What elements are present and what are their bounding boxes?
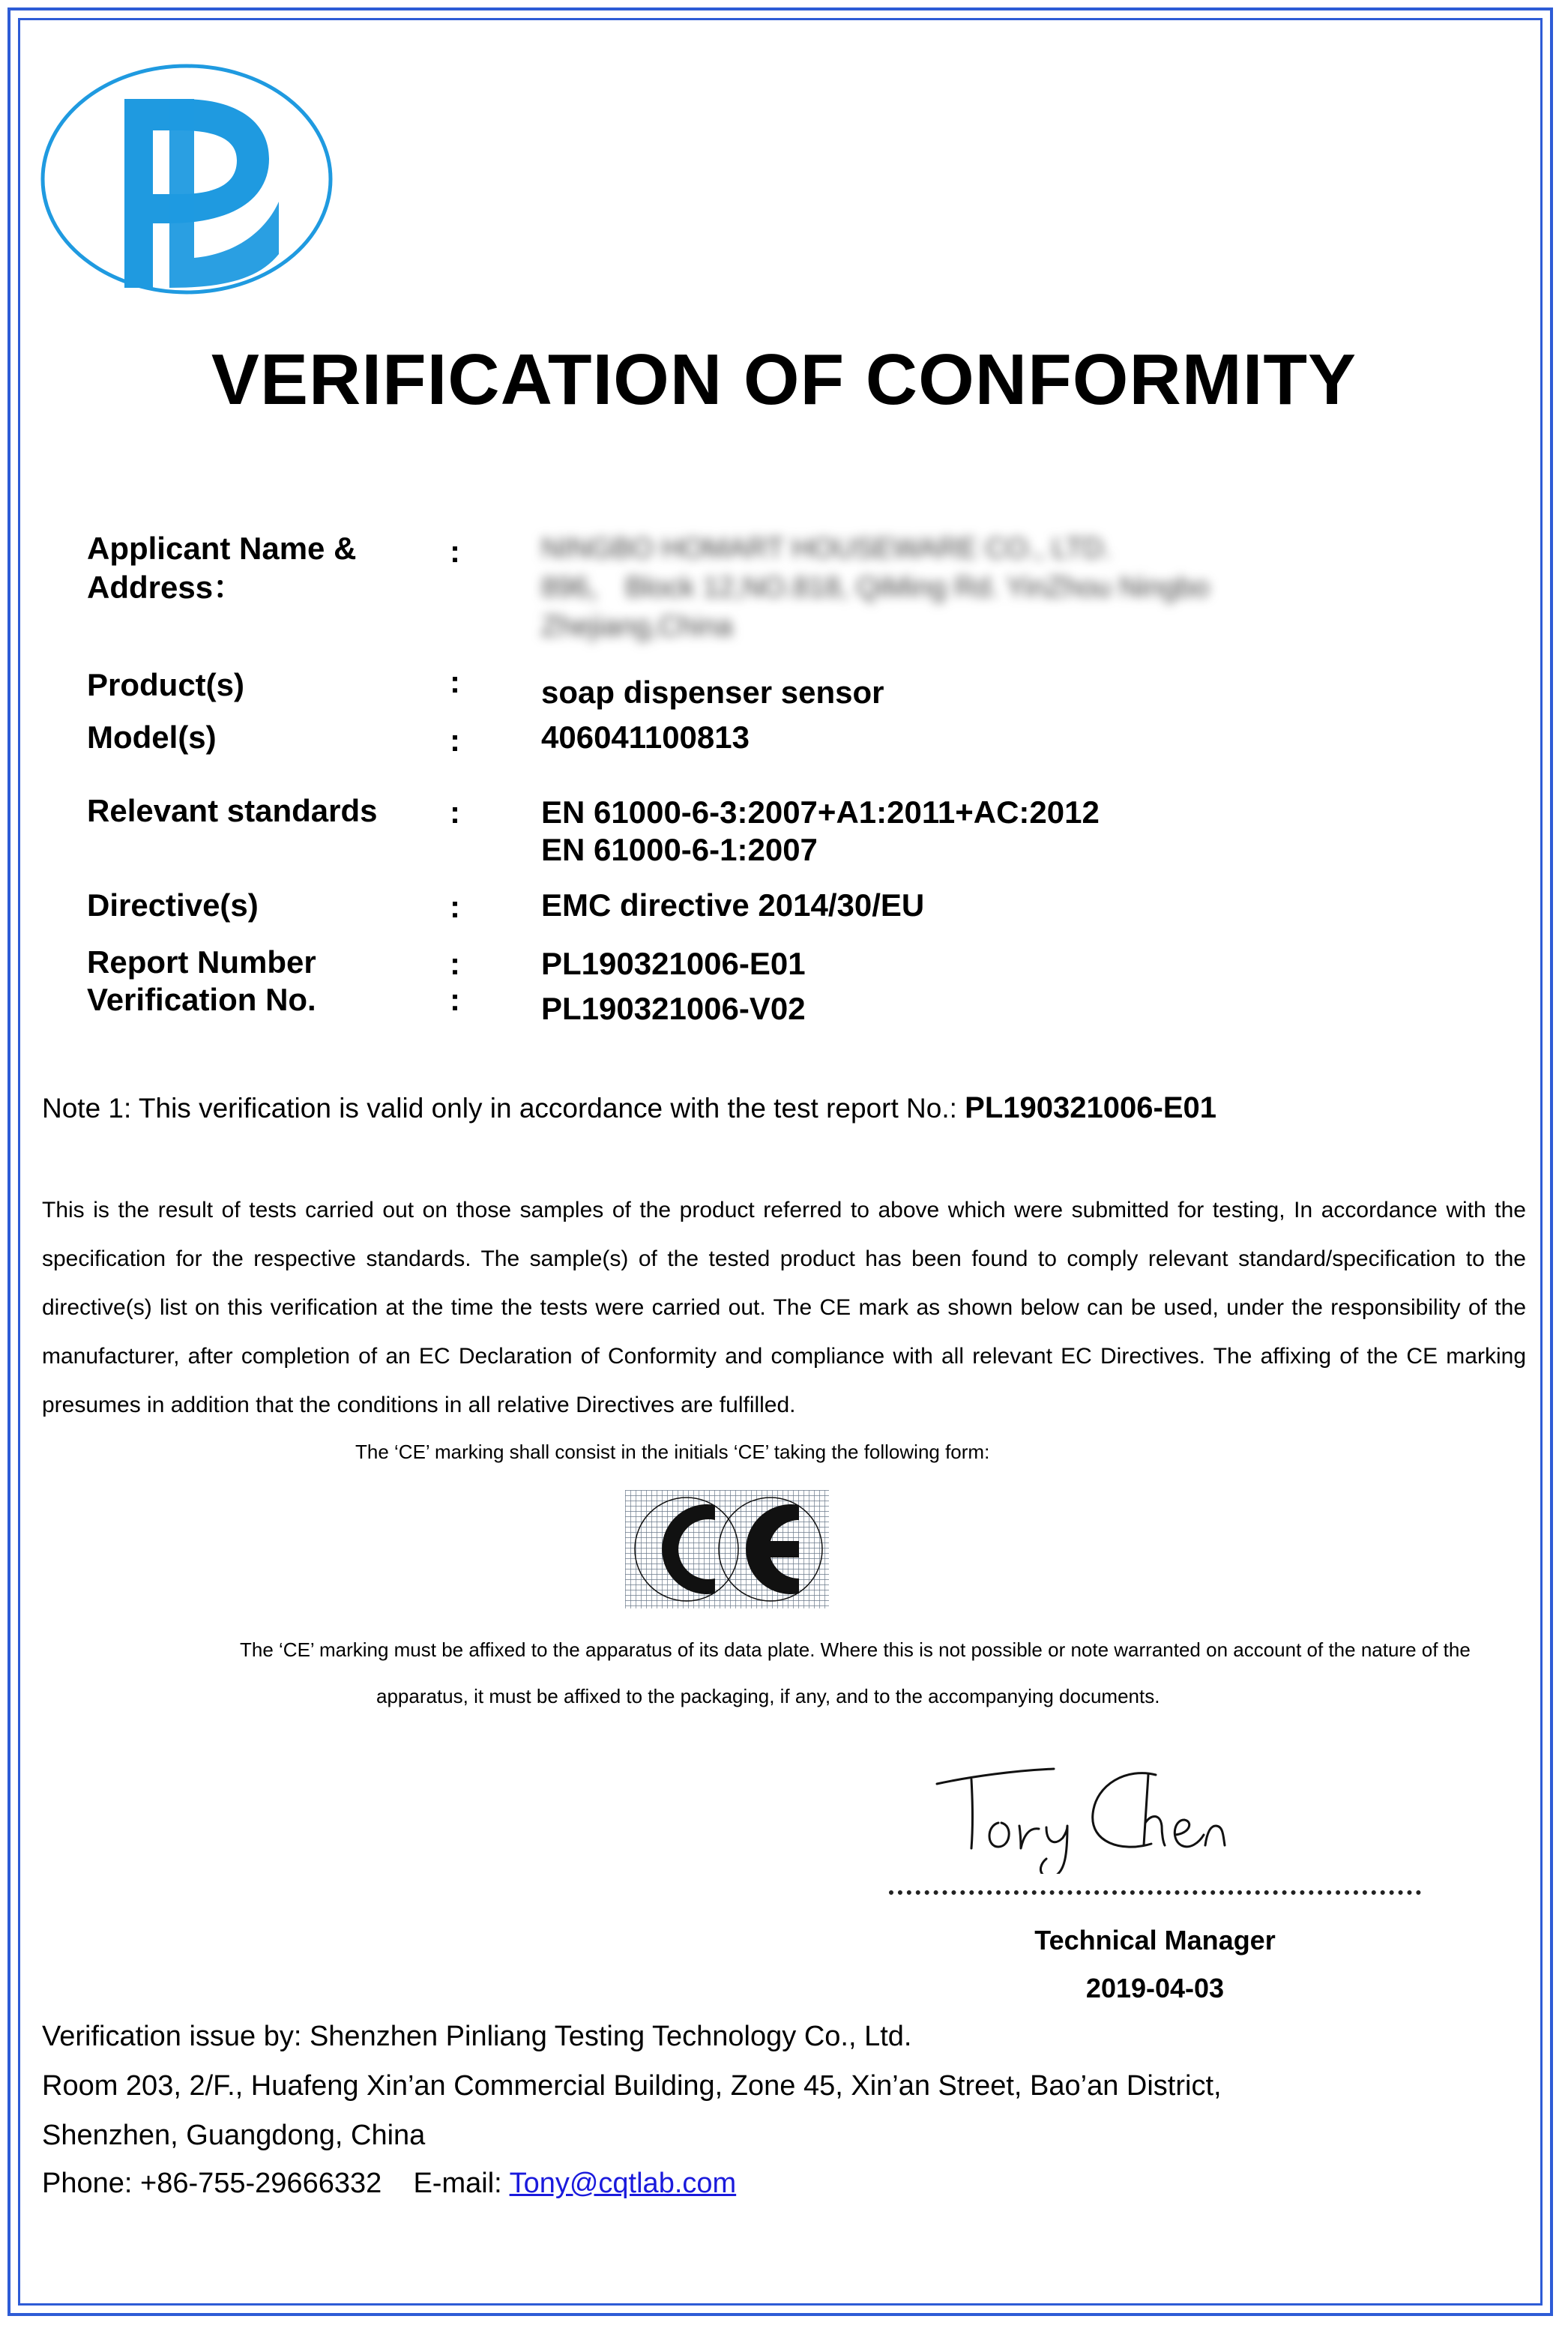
standards-value-1: EN 61000-6-3:2007+A1:2011+AC:2012 (541, 794, 1100, 830)
model-value: 406041100813 (541, 720, 750, 755)
colon: : (450, 889, 460, 924)
signature-line (889, 1880, 1421, 1895)
contact-line (42, 2168, 736, 2200)
note-report-number: PL190321006-E01 (965, 1091, 1216, 1124)
signature (926, 1754, 1256, 1874)
address-line-1: Room 203, 2/F., Huafeng Xin’an Commercial Building, Zone 45, Xin’an Street, Bao’an District, (42, 2070, 1222, 2102)
product-label: Product(s) (87, 667, 244, 702)
applicant-value-blurred: NINGBO HOMART HOUSEWARE CO., LTD. 896， Block 12,NO.818, QiMing Rd. YinZhou Ningbo Zhejiang,China (541, 533, 1210, 642)
phone-text: Phone: +86-755-29666332 E-mail: (42, 2168, 510, 2199)
ce-note-2: apparatus, it must be affixed to the packaging, if any, and to the accompanying documents. (376, 1685, 1160, 1707)
signer-title: Technical Manager (1034, 1925, 1276, 1955)
colon: : (450, 723, 460, 758)
pl-logo-icon (40, 63, 333, 295)
issuer: Verification issue by: Shenzhen Pinliang Testing Technology Co., Ltd. (42, 2021, 912, 2052)
report-value: PL190321006-E01 (541, 946, 806, 981)
verification-label: Verification No. (87, 982, 316, 1017)
ce-intro: The ‘CE’ marking shall consist in the initials ‘CE’ taking the following form: (355, 1441, 990, 1463)
directive-value: EMC directive 2014/30/EU (541, 887, 925, 923)
colon: : (450, 946, 460, 981)
email-link[interactable]: Tony@cqtlab.com (509, 2168, 737, 2199)
colon: : (450, 534, 460, 569)
colon: : (450, 794, 460, 830)
verification-value: PL190321006-V02 (541, 991, 806, 1026)
standards-label: Relevant standards (87, 793, 378, 828)
ce-note-1: The ‘CE’ marking must be affixed to the apparatus of its data plate. Where this is not possible or note warranted on account of the nature of the (240, 1638, 1471, 1661)
signature-date: 2019-04-03 (1085, 1973, 1225, 2003)
address-line-2: Shenzhen, Guangdong, China (42, 2120, 426, 2151)
standards-value-2: EN 61000-6-1:2007 (541, 832, 818, 867)
report-label: Report Number (87, 944, 316, 980)
model-label: Model(s) (87, 720, 217, 755)
note-line: Note 1: This verification is valid only in accordance with the test report No.: PL190321006-E01 (42, 1091, 1216, 1124)
address-label: Address： (87, 570, 245, 605)
document-title: VERIFICATION OF CONFORMITY (211, 340, 1357, 420)
ce-mark-icon (625, 1490, 829, 1608)
body-paragraph: This is the result of tests carried out on those samples of the product referred to above which were submitted for testing, In accordance with the specification for the respective standards. The sample(s) of the tested product has been found to comply relevant standard/specification to the directive(s) list on this verification at the time the tests were carried out. The CE mark as shown below can be used, under the responsibility of the manufacturer, after completion of an EC Declaration of Conformity and compliance with all relevant EC Directives. The affixing of the CE marking presumes in addition that the conditions in all relative Directives are fulfilled. (42, 1198, 1526, 1417)
colon: : (450, 982, 460, 1017)
directive-label: Directive(s) (87, 887, 259, 923)
product-value: soap dispenser sensor (541, 675, 884, 710)
colon: : (450, 664, 460, 699)
applicant-label: Applicant Name & (87, 531, 357, 566)
